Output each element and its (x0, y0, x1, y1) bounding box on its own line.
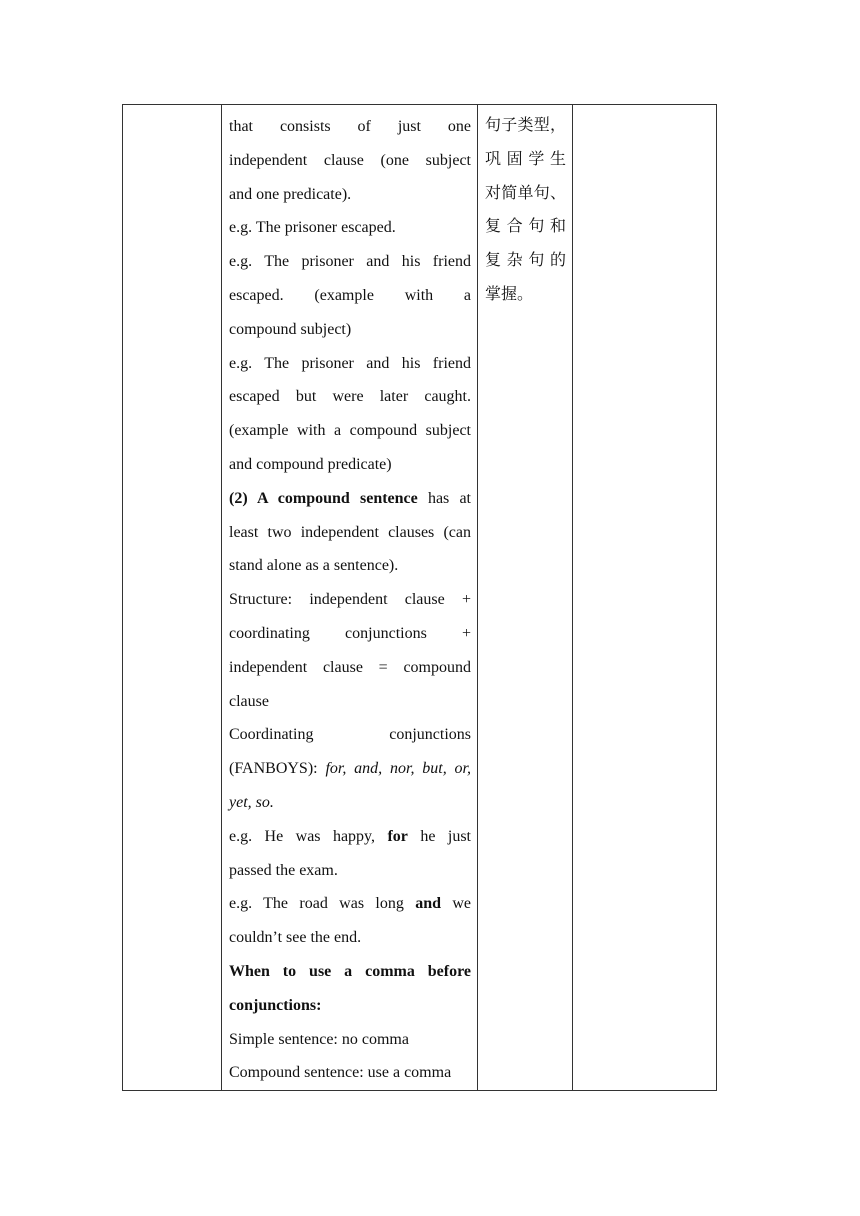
purpose-line: 句子类型， (485, 115, 566, 134)
example-line: e.g. The prisoner and his friend (229, 354, 471, 372)
example-line: e.g. The prisoner and his friend (229, 253, 471, 271)
example-text: e.g. He was happy, (229, 827, 388, 845)
comma-heading: conjunctions: (229, 996, 322, 1014)
coord-line (229, 786, 471, 820)
purpose-line: 巩固学生 (485, 148, 566, 168)
rule-line: Compound sentence: use a comma (229, 1064, 452, 1082)
purpose-line: 复合句和 (485, 216, 566, 236)
example-line: escaped but were later caught. (229, 388, 471, 406)
purpose-line: 对简单句、 (485, 182, 566, 202)
purpose-line: 掌握。 (485, 283, 534, 303)
example-line: escaped. (example with a (229, 286, 471, 304)
rule-line: Simple sentence: no comma (229, 1030, 409, 1048)
structure-line: Structure: independent clause + (229, 591, 471, 609)
coord-line (229, 752, 471, 786)
comma-heading: When to use a comma before (229, 962, 471, 980)
comma-heading-line (229, 989, 471, 1023)
example-line: couldn’t see the end. (229, 929, 362, 947)
coord-line: Coordinating conjunctions (229, 726, 471, 744)
empty-cell-left (123, 105, 222, 1091)
example-text: e.g. The road was long (229, 895, 416, 913)
coord-prefix: (FANBOYS): (229, 760, 326, 778)
example-line: and compound predicate) (229, 455, 392, 473)
example-line: compound subject) (229, 320, 352, 338)
purpose-line: 复杂句的 (485, 250, 566, 270)
comma-heading-line (229, 955, 471, 989)
example-line: e.g. The prisoner escaped. (229, 219, 396, 237)
text-line: least two independent clauses (can (229, 523, 471, 541)
structure-line: independent clause = compound (229, 658, 471, 676)
table-row (123, 105, 717, 1091)
text-line: and one predicate). (229, 185, 352, 203)
compound-term: (2) A compound sentence (229, 489, 418, 507)
example-line (229, 887, 471, 921)
coord-list: for, and, nor, but, or, (325, 760, 471, 778)
structure-line: clause (229, 692, 269, 710)
teaching-content-cell (222, 105, 478, 1091)
example-line (229, 820, 471, 854)
lesson-plan-table (122, 104, 717, 1091)
structure-line: coordinating conjunctions + (229, 624, 471, 642)
coord-list-end: yet, so. (229, 793, 274, 811)
text-line: stand alone as a sentence). (229, 557, 399, 575)
example-text: he just (407, 827, 472, 845)
conjunction-and: and (415, 895, 441, 913)
purpose-cell (478, 105, 573, 1091)
compound-heading-line (229, 482, 471, 516)
example-line: (example with a compound subject (229, 422, 471, 440)
empty-cell-right (573, 105, 717, 1091)
text-line: that consists of just one (229, 118, 471, 135)
example-line: passed the exam. (229, 861, 338, 879)
example-text: we (441, 895, 472, 913)
conjunction-for: for (387, 827, 408, 845)
compound-rest: has at (417, 489, 471, 507)
text-line: independent clause (one subject (229, 151, 471, 169)
